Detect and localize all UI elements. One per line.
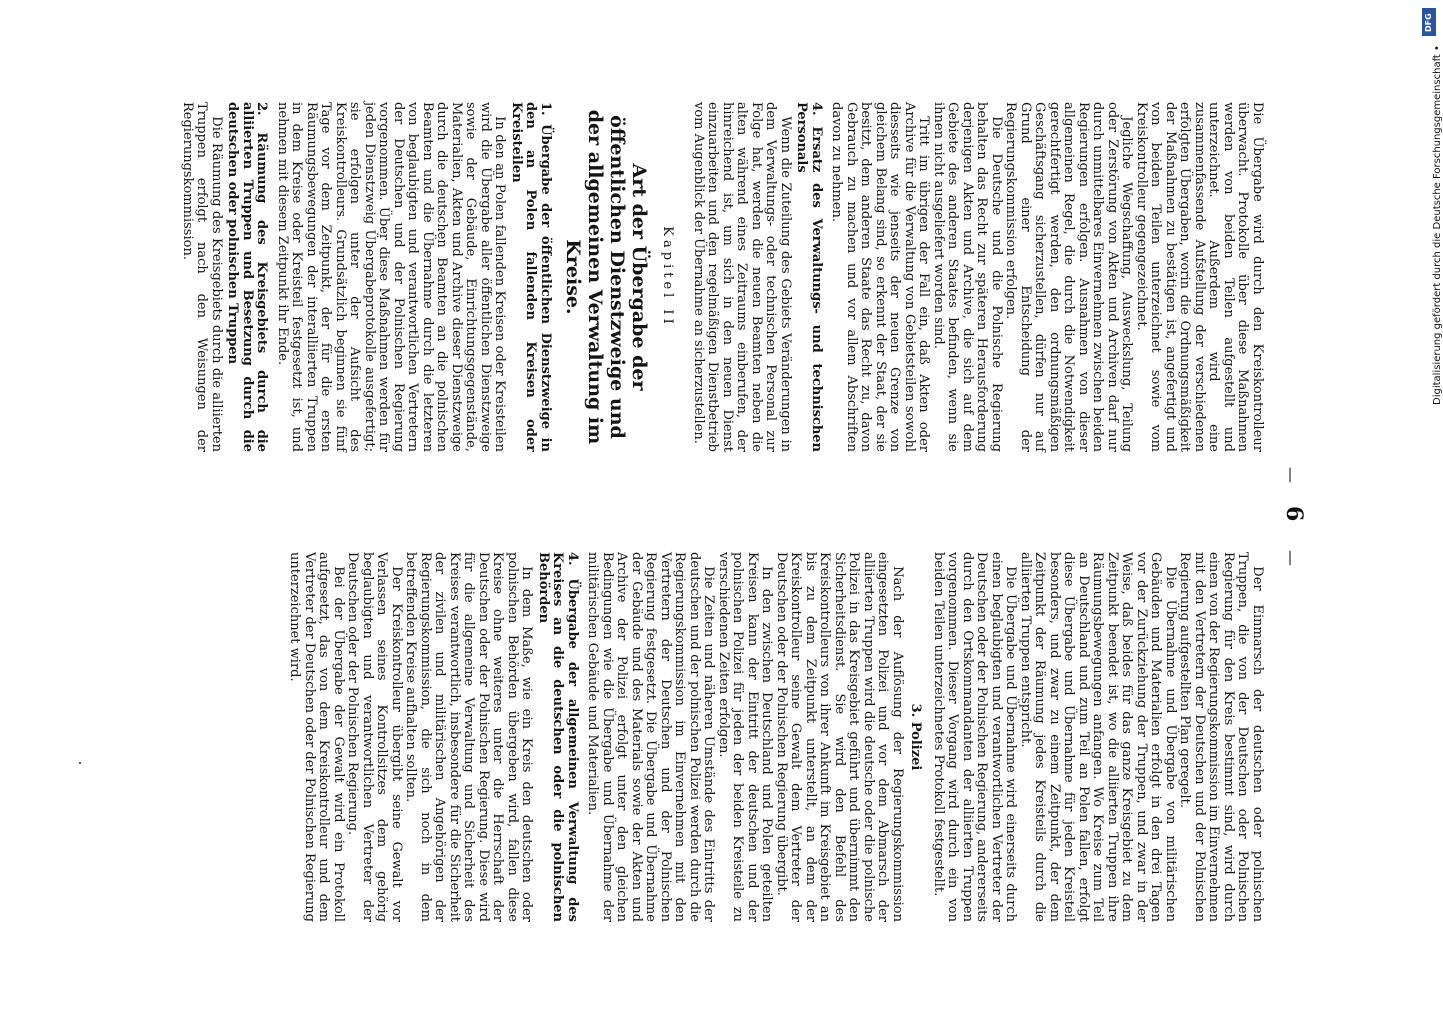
section-heading: 4. Ersatz des Verwaltungs- und technischen Personals (794, 102, 824, 452)
paragraph: Die Deutsche und die Polnische Regierung behalten das Recht zur späteren Herausforderung derjenigen Akten und Archive, die sich auf dem Gebiete des anderen Staates befinden, wenn sie ihnen nicht ausgeliefert worden sind. (931, 102, 1004, 452)
paragraph: Die Übernahme und Übergabe von militärischen Gebäuden und Materialien erfolgt in den drei Tagen vor der Zurückziehung der Truppen, und zwar in der Weise, daß beides für das ganze Kreisgebiet zu dem Zeitpunkt beendet ist, wo die alliierten Truppen ihre Räumungsbewegungen anfangen. Wo Kreise zum Teil an Deutschland und zum Teil an Polen fallen, erfolgt diese Übergabe und Übernahme für jeden Kreisteil besonders, und zwar zu einem Zeitpunkt, der dem Zeitpunkt der Räumung jedes Kreisteils durch die alliierten Truppen entspricht. (1018, 552, 1178, 922)
page-number: 6 (1281, 506, 1307, 522)
paragraph: Die Übergabe und Übernahme wird einerseits durch einen beglaubigten und verantwortlichen Vertreter der Deutschen oder der Polnischen Regierung, andererseits durch den Ortskommandanten der alliierten Truppen vorgenommen. Dieser Vorgang wird durch ein von beiden Teilen unterzeichnetes Protokoll festgestellt. (931, 552, 1019, 922)
paragraph: Der Kreiskontrolleur übergibt seine Gewalt vor Verlassen seines Kontrollsitzes dem gehörig beglaubigten und verantwortlichen Vertreter der Deutschen oder der Polnischen Regierung. (345, 552, 404, 922)
section-heading: 3. Polizei (908, 703, 924, 771)
credit-text: Digitalisierung gefördert durch die Deutsche Forschungsgemeinschaft • (1432, 45, 1443, 405)
paragraph: Der Einmarsch der deutschen oder polnischen Truppen, die von der Deutschen oder Polnischen Regierung für den Kreis bestimmt sind, wird durch einen von der Regierungskommission im Einvernehmen mit den Vertretern der Deutschen und der Polnischen Regierung aufgestellten Plan geregelt. (1177, 552, 1265, 922)
paragraph: Jegliche Wegschaffung, Ausweckslung, Teilung oder Zerstörung von Akten und Archiven darf nur durch unmittelbares Einvernehmen zwischen beiden Regierungen erfolgen. Ausnahmen von dieser allgemeinen Regel, die durch die Notwendigkeit gerechtfertigt werden, den ordnungsmäßigen Geschäftsgang sicherzustellen, dürfen nur auf Grund einer Entscheidung der Regierungskommission erfolgen. (1003, 102, 1135, 452)
paragraph: In den zwischen Deutschland und Polen geteilten Kreisen kann der Eintritt der deutschen und der polnischen Polizei für jeden der beiden Kreisteile zu verschiedenen Zeiten erfolgen. (716, 552, 775, 922)
paragraph: Die Übergabe wird durch den Kreiskontrolleur überwacht. Protokolle über diese Maßnahmen werden von beiden Teilen aufgestellt und unterzeichnet. Außerdem wird eine zusammenfassende Aufstellung der verschiedenen erfolgten Übergaben, worin die Ordnungsmäßigkeit der Maßnahmen zu bestätigen ist, angefertigt und von beiden Teilen unterzeichnet sowie vom Kreiskontrolleur gegengezeichnet. (1134, 102, 1265, 452)
digitization-credit (1410, 10, 1443, 1010)
dfg-logo-text: DFG (1424, 13, 1433, 32)
paragraph: Nach der Auflösung der Regierungskommission eingesetzten Polizei und vor dem Abmarsch der alliierten Truppen wird die deutsche oder die polnische Polizei in das Kreisgebiet geführt und übernimmt den Sicherheitsdienst. Sie wird den Befehl des Kreiskontrolleurs von ihrer Ankunft im Kreisgebiet an bis zu dem Zeitpunkt unterstellt, an dem der Kreiskontrolleur seine Gewalt dem Vertreter der Deutschen oder der Polnischen Regierung übergibt. (774, 552, 905, 922)
dfg-logo (1422, 8, 1436, 36)
left-column (134, 102, 1264, 452)
paragraph: In den an Polen fallenden Kreisen oder Kreisteilen wird die Übergabe aller öffentlichen Dienstzweige sowie der Gebäude, Einrichtungsgegenstände, Materialien, Akten und Archive dieser Dienstzweige durch die deutschen Beamten an die polnischen Beamten und die Übernahme durch die letzteren von beglaubigten und verantwortlichen Vertretern der Deutschen und der Polnischen Regierung vorgenommen. Über diese Maßnahmen werden für jeden Dienstzweig Übergabeprotokolle ausgefertigt; sie erfolgen unter der Aufsicht des Kreiskontrolleurs. Grundsätzlich beginnen sie fünf Tage vor dem Zeitpunkt, der für die ersten Räumungsbewegungen der interalliierten Truppen in dem Kreise oder Kreisteil festgesetzt ist, und nehmen mit diesem Zeitpunkt ihr Ende. (275, 102, 508, 452)
paragraph: Die Zeiten und näheren Umstände des Eintritts der deutschen und der polnischen Polizei werden durch die Regierungskommission im Einvernehmen mit den Vertretern der Deutschen und der Polnischen Regierung festgesetzt. Die Übergabe und Übernahme der Gebäude und des Materials sowie der Akten und Archive der Polizei erfolgt unter den gleichen Bedingungen wie die Übergabe und Übernahme der militärischen Gebäude und Materialien. (585, 552, 717, 922)
chapter-label: Kapitel II (660, 226, 676, 328)
paragraph: In dem Maße, wie ein Kreis den deutschen oder polnischen Behörden übergeben wird, fallen diese Kreise ohne weiteres unter die Herrschaft der Deutschen oder der Polnischen Regierung. Diese wird für die allgemeine Verwaltung und Sicherheit des Kreises verantwortlich, insbesondere für die Sicherheit der zivilen und militärischen Angehörigen der Regierungskommission, die sich noch in dem betreffenden Kreise aufhalten sollten. (403, 552, 535, 922)
page-dash-right: — (1282, 550, 1301, 566)
paragraph: Bei der Übergabe der Gewalt wird ein Protokoll aufgesetzt, das von dem Kreiskontrolleur und dem Vertreter der Deutschen oder der Polnischen Regierung unterzeichnet wird. (287, 552, 346, 922)
section-heading: 2. Räumung des Kreisgebiets durch die alliierten Truppen und Besetzung durch die deutschen oder polnischen Truppen (225, 102, 270, 452)
section-heading: 1. Übergabe der öffentlichen Dienstzweige in den an Polen fallenden Kreisen oder Kreisteilen (509, 102, 553, 452)
scan-speck (79, 762, 81, 764)
paragraph: Wenn die Zuteilung des Gebiets Veränderungen in dem Verwaltungs- oder technischen Personal zur Folge hat, werden die neuen Beamten neben die alten während eines Zeitraums einberufen, der hinreichend ist, um sich in den neuen Dienst einzuarbeiten und den regelmäßigen Dienstbetrieb vom Augenblick der Übernahme an sicherzustellen. (691, 102, 793, 452)
chapter-title: Art der Übergabe der öffentlichen Dienstzweige und der allgemeinen Verwaltung im Kreise. (562, 109, 650, 445)
page-header (1269, 102, 1309, 930)
paragraph: Die Räumung des Kreisgebiets durch die alliierten Truppen erfolgt nach den Weisungen der Regierungskommission. (180, 102, 224, 452)
right-column (134, 552, 1264, 922)
paragraph: Tritt im übrigen der Fall ein, daß Akten oder Archive für die Verwaltung von Gebietsteilen sowohl diesseits wie jenseits der neuen Grenze von gleichem Belang sind, so erkennt der Staat, der sie besitzt, dem anderen Staate das Recht zu, davon Gebrauch zu machen und vor allem Abschriften davon zu nehmen. (829, 102, 932, 452)
section-heading: 4. Übergabe der allgemeinen Verwaltung des Kreises an die deutschen oder die polnischen Behörden (536, 552, 580, 922)
rotated-page (109, 102, 1309, 930)
page-dash-left: — (1282, 467, 1301, 483)
